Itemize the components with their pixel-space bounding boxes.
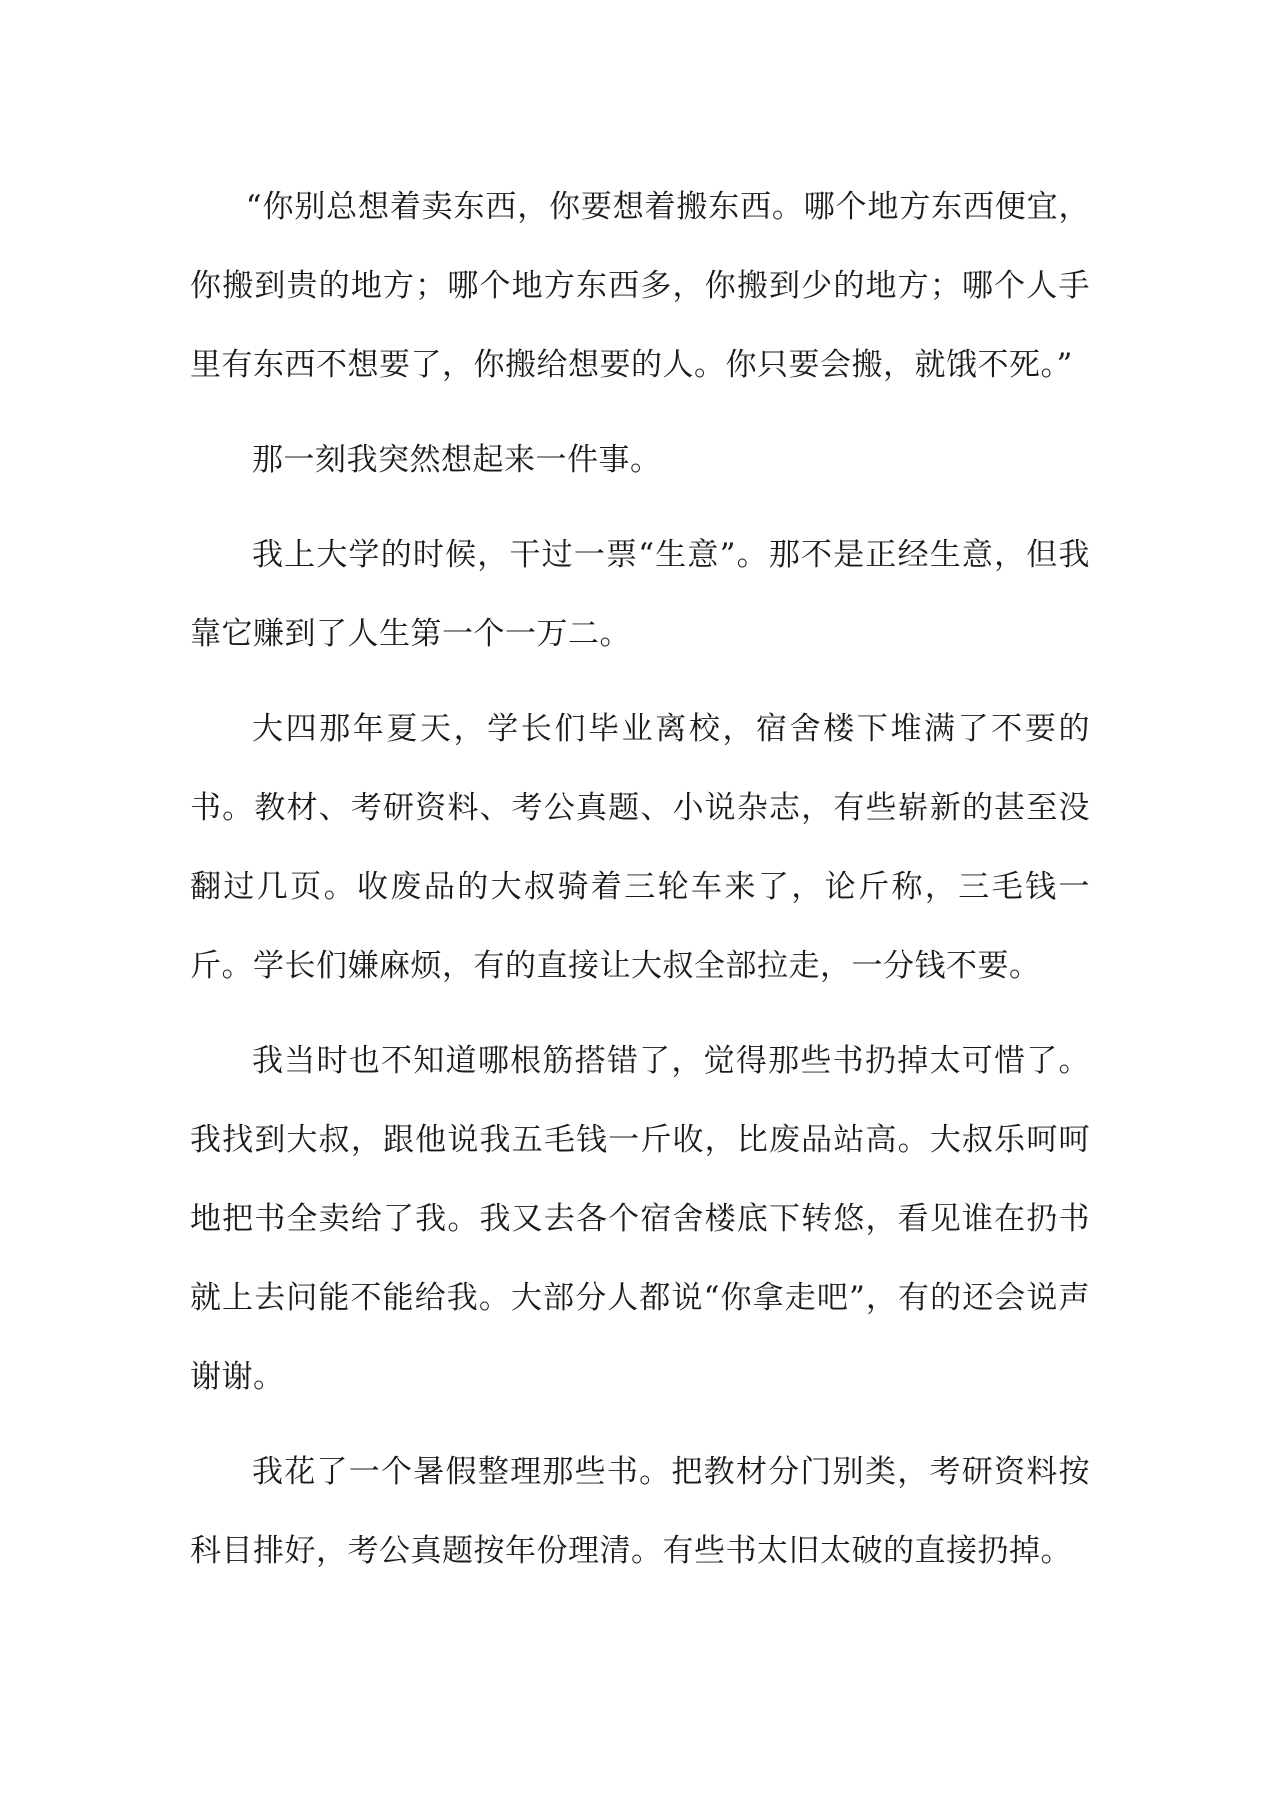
paragraph-1: “你别总想着卖东西，你要想着搬东西。哪个地方东西便宜，你搬到贵的地方；哪个地方东西多，你搬到少的地方；哪个人手里有东西不想要了，你搬给想要的人。你只要会搬，就饿不死。” bbox=[190, 189, 1090, 383]
paragraph-3: 我上大学的时候，干过一票“生意”。那不是正经生意，但我靠它赚到了人生第一个一万二。 bbox=[190, 537, 1090, 652]
paragraph-6: 我花了一个暑假整理那些书。把教材分门别类，考研资料按科目排好，考公真题按年份理清。有些书太旧太破的直接扔掉。 bbox=[190, 1454, 1090, 1569]
paragraph-4: 大四那年夏天，学长们毕业离校，宿舍楼下堆满了不要的书。教材、考研资料、考公真题、小说杂志，有些崭新的甚至没翻过几页。收废品的大叔骑着三轮车来了，论斤称，三毛钱一斤。学长们嫌麻烦，有的直接让大叔全部拉走，一分钱不要。 bbox=[190, 711, 1090, 984]
paragraph-2: 那一刻我突然想起来一件事。 bbox=[252, 442, 662, 478]
document-body bbox=[190, 168, 1090, 1607]
paragraph-5: 我当时也不知道哪根筋搭错了，觉得那些书扔掉太可惜了。我找到大叔，跟他说我五毛钱一斤收，比废品站高。大叔乐呵呵地把书全卖给了我。我又去各个宿舍楼底下转悠，看见谁在扔书就上去问能不能给我。大部分人都说“你拿走吧”，有的还会说声谢谢。 bbox=[190, 1043, 1090, 1395]
